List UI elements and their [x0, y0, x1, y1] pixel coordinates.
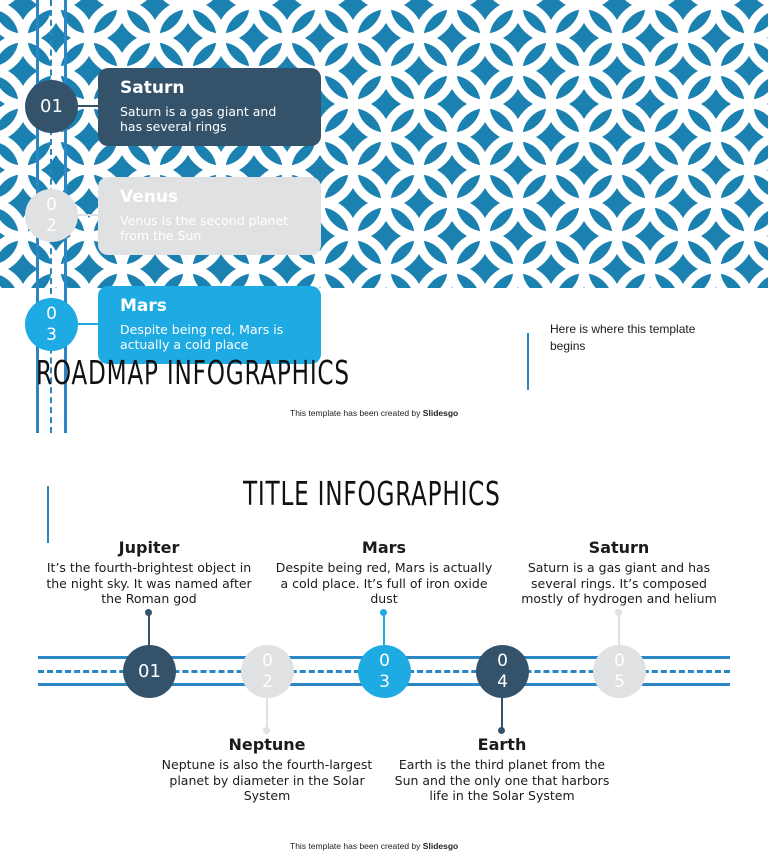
step-title: Venus [120, 187, 179, 207]
connector-1 [78, 105, 100, 107]
node-title: Earth [477, 735, 527, 754]
step-card [98, 68, 321, 146]
connector-line [266, 698, 268, 728]
connector-dot [498, 727, 505, 734]
step-text: Venus is the second planet from the Sun [120, 213, 289, 243]
step-card [98, 177, 321, 255]
node-number: 0 2 [262, 650, 273, 692]
node-number: 0 3 [379, 650, 390, 692]
slide-title: ROADMAP INFOGRAPHICS [36, 353, 350, 392]
step-title: Saturn [120, 78, 185, 98]
credit-brand-link[interactable]: Slidesgo [422, 841, 459, 851]
step-number: 0 2 [46, 194, 57, 236]
node-number-badge [241, 645, 294, 698]
node-text: Despite being red, Mars is actually a cold place. It’s full of iron oxide dust [275, 560, 493, 606]
node-text: Saturn is a gas giant and has several rings. It’s composed mostly of hydrogen and helium [521, 560, 717, 606]
connector-line [383, 613, 385, 645]
node-title: Jupiter [118, 538, 180, 557]
subtitle-accent-bar [527, 333, 529, 390]
node-text: Neptune is also the fourth-largest planet by diameter in the Solar System [161, 757, 373, 803]
title-accent-bar [47, 486, 49, 543]
credit-line [290, 841, 458, 851]
credit-brand-link[interactable]: Slidesgo [422, 408, 459, 418]
connector-line [618, 613, 620, 645]
credit-text: This template has been created by [290, 841, 421, 851]
connector-line [148, 613, 150, 645]
slide-title: TITLE INFOGRAPHICS [243, 474, 501, 513]
node-title: Neptune [228, 735, 306, 754]
step-text: Saturn is a gas giant and has several rings [120, 104, 277, 134]
step-number-badge [25, 189, 78, 242]
node-number: 0 5 [614, 650, 625, 692]
credit-text: This template has been created by [290, 408, 421, 418]
node-number: 0 4 [497, 650, 508, 692]
slide-title-infographics [0, 433, 768, 866]
node-number-badge [593, 645, 646, 698]
credit-line [290, 408, 458, 418]
node-number-badge [476, 645, 529, 698]
node-title: Mars [361, 538, 407, 557]
step-title: Mars [120, 296, 167, 316]
connector-dot [263, 727, 270, 734]
step-number: 01 [40, 96, 63, 117]
node-number-badge [123, 645, 176, 698]
node-text: It’s the fourth-brightest object in the night sky. It was named after the Roman god [46, 560, 252, 606]
step-number-badge [25, 298, 78, 351]
step-number-badge [25, 80, 78, 133]
node-number-badge [358, 645, 411, 698]
connector-3 [78, 323, 100, 325]
connector-2 [78, 214, 100, 216]
slide-subtitle: Here is where this template begins [550, 322, 696, 353]
node-title: Saturn [588, 538, 650, 557]
step-text: Despite being red, Mars is actually a cold place [120, 322, 284, 352]
node-number: 01 [138, 661, 161, 682]
connector-line [501, 698, 503, 728]
step-number: 0 3 [46, 303, 57, 345]
node-text: Earth is the third planet from the Sun and the only one that harbors life in the Solar System [394, 757, 610, 803]
